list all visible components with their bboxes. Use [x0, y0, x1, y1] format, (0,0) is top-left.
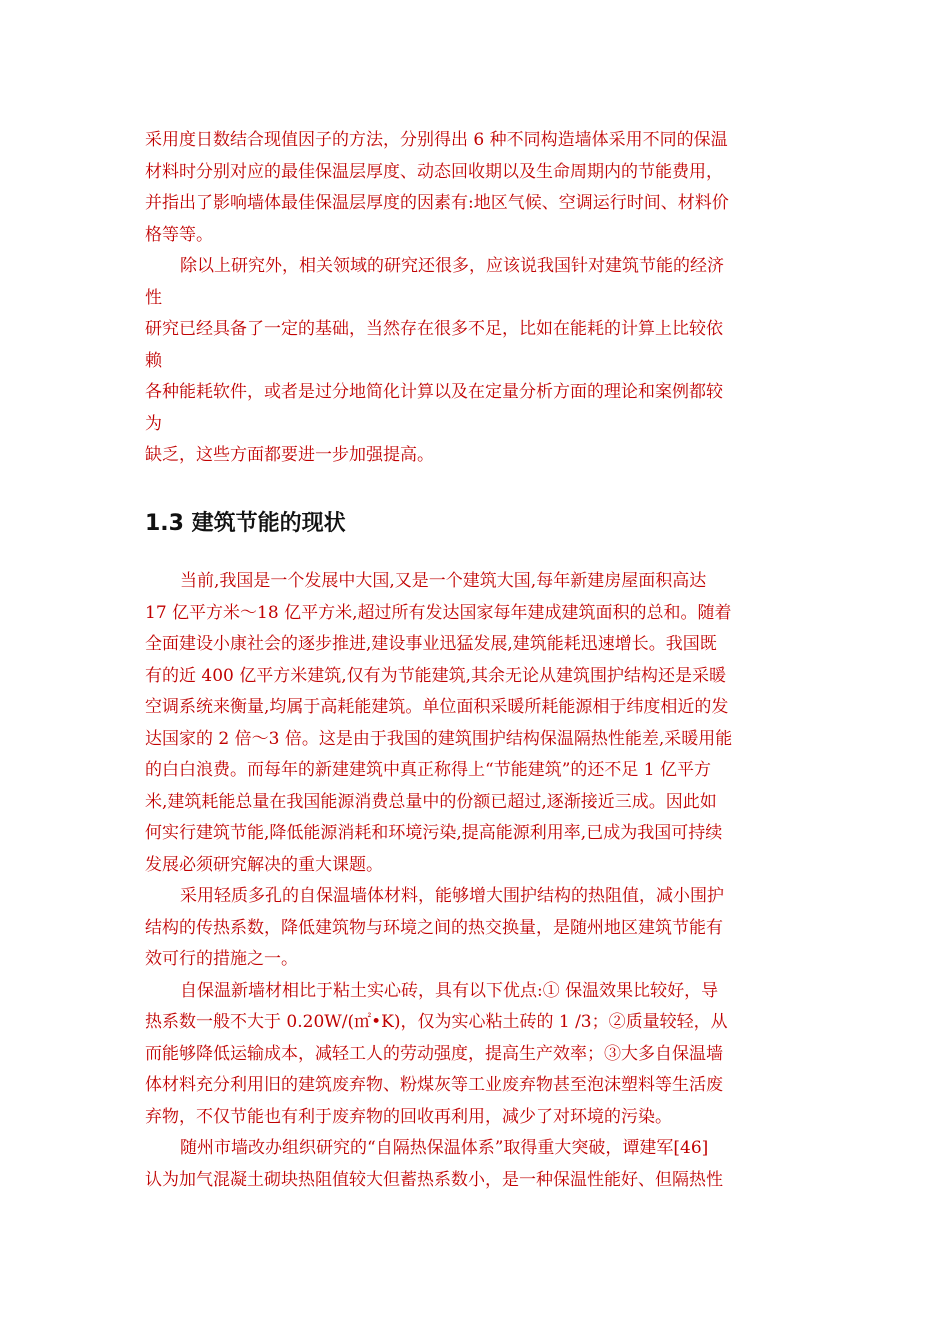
- text-line: 赖: [145, 350, 162, 371]
- text-line: 达国家的 2 倍～3 倍。这是由于我国的建筑围护结构保温隔热性能差,采暖用能: [145, 728, 733, 749]
- text-line: 自保温新墙材相比于粘土实心砖，具有以下优点:① 保温效果比较好，导: [180, 980, 719, 1001]
- text-line: 17 亿平方米～18 亿平方米,超过所有发达国家每年建成建筑面积的总和。随着: [145, 602, 732, 623]
- paragraph-block-current-status: [145, 566, 810, 1196]
- text-line: 并指出了影响墙体最佳保温层厚度的因素有:地区气候、空调运行时间、材料价: [145, 193, 729, 213]
- text-line: 体材料充分利用旧的建筑废弃物、粉煤灰等工业废弃物甚至泡沫塑料等生活废: [145, 1075, 723, 1095]
- text-line: 空调系统来衡量,均属于高耗能建筑。单位面积采暖所耗能源相于纬度相近的发: [145, 697, 729, 717]
- section-heading: 1.3 建筑节能的现状: [145, 511, 346, 536]
- text-line: 材料时分别对应的最佳保温层厚度、动态回收期以及生命周期内的节能费用，: [145, 161, 723, 182]
- text-line: 随州市墙改办组织研究的“自隔热保温体系”取得重大突破，谭建军[46]: [180, 1138, 709, 1158]
- text-line: 缺乏，这些方面都要进一步加强提高。: [145, 445, 434, 465]
- text-line: 何实行建筑节能,降低能源消耗和环境污染,提高能源利用率,已成为我国可持续: [145, 823, 723, 843]
- text-line: 认为加气混凝土砌块热阻值较大但蓄热系数小，是一种保温性能好、但隔热性: [145, 1169, 723, 1190]
- text-line: 为: [145, 413, 162, 434]
- text-line: 性: [145, 287, 162, 308]
- text-line: 的白白浪费。而每年的新建建筑中真正称得上“节能建筑”的还不足 1 亿平方: [145, 760, 712, 780]
- text-line: 结构的传热系数，降低建筑物与环境之间的热交换量，是随州地区建筑节能有: [145, 917, 723, 938]
- text-line: 采用度日数结合现值因子的方法，分别得出 6 种不同构造墙体采用不同的保温: [145, 130, 728, 150]
- text-line: 各种能耗软件，或者是过分地简化计算以及在定量分析方面的理论和案例都较: [145, 382, 723, 402]
- text-line: 效可行的措施之一。: [145, 949, 298, 969]
- text-line: 热系数一般不大于 0.20W/(㎡•K)，仅为实心粘土砖的 1 /3；②质量较轻，从: [145, 1012, 728, 1032]
- text-line: 米,建筑耗能总量在我国能源消费总量中的份额已超过,逐渐接近三成。因此如: [145, 791, 717, 812]
- text-line: 研究已经具备了一定的基础，当然存在很多不足，比如在能耗的计算上比较依: [145, 319, 723, 339]
- text-line: 除以上研究外，相关领域的研究还很多，应该说我国针对建筑节能的经济: [180, 256, 724, 276]
- text-line: 弃物，不仅节能也有利于废弃物的回收再利用，减少了对环境的污染。: [145, 1106, 672, 1127]
- paragraph-block-research-summary: [145, 125, 810, 472]
- text-line: 有的近 400 亿平方米建筑,仅有为节能建筑,其余无论从建筑围护结构还是采暖: [145, 665, 727, 686]
- text-line: 而能够降低运输成本，减轻工人的劳动强度，提高生产效率；③大多自保温墙: [145, 1043, 723, 1064]
- text-line: 全面建设小康社会的逐步推进,建设事业迅猛发展,建筑能耗迅速增长。我国既: [145, 634, 717, 654]
- text-line: 采用轻质多孔的自保温墙体材料，能够增大围护结构的热阻值，减小围护: [180, 886, 724, 906]
- text-line: 格等等。: [145, 224, 213, 245]
- text-line: 当前,我国是一个发展中大国,又是一个建筑大国,每年新建房屋面积高达: [180, 571, 707, 591]
- text-line: 发展必须研究解决的重大课题。: [145, 854, 383, 875]
